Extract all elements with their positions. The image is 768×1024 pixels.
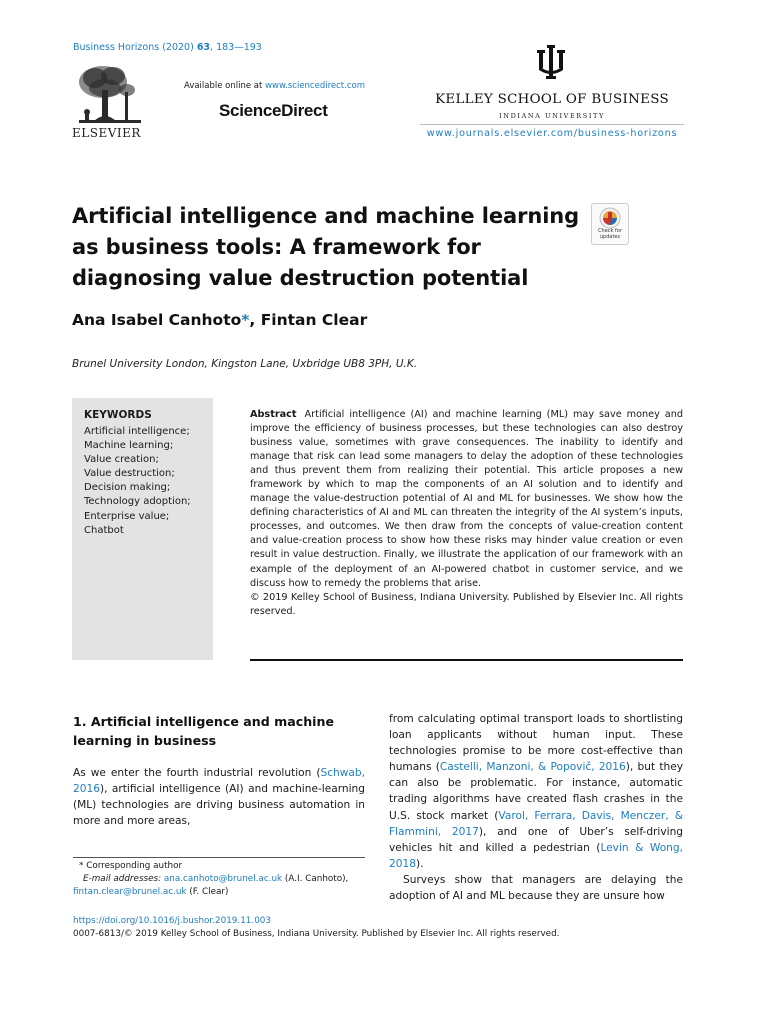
email-link[interactable]: fintan.clear@brunel.ac.uk: [73, 887, 187, 898]
sciencedirect-link[interactable]: www.sciencedirect.com: [265, 81, 365, 91]
check-for-updates-icon: [599, 207, 621, 229]
sciencedirect-logo[interactable]: ScienceDirect: [219, 101, 328, 120]
keyword-item: Enterprise value;: [84, 510, 170, 522]
abstract-copyright: © 2019 Kelley School of Business, Indiana University. Published by Elsevier Inc. All rights reserved.: [250, 591, 683, 617]
keyword-item: Value destruction;: [84, 468, 175, 480]
keyword-item: Chatbot: [84, 524, 124, 536]
doi-link[interactable]: https://doi.org/10.1016/j.bushor.2019.11.003: [73, 916, 271, 926]
footnote: * Corresponding author E-mail addresses: ana.canhoto@brunel.ac.uk (A.I. Canhoto), fintan.clear@brunel.ac.uk (F. Clear): [73, 861, 349, 898]
keyword-item: Technology adoption;: [84, 496, 191, 508]
article-title: Artificial intelligence and machine learning as business tools: A framework for diagnosing value destruction potential: [72, 204, 580, 290]
abstract-divider: [250, 659, 683, 661]
keywords-box: [72, 398, 213, 660]
paragraph: Surveys show that managers are delaying the adoption of AI and ML because they are unsure how: [389, 873, 683, 903]
available-online: Available online at www.sciencedirect.com: [184, 81, 365, 91]
section-heading: 1. Artificial intelligence and machine learning in business: [73, 714, 334, 748]
keywords-list: [84, 425, 191, 538]
elsevier-tree-logo: [73, 62, 147, 132]
author-1: Ana Isabel Canhoto: [72, 311, 242, 329]
journal-reference[interactable]: Business Horizons (2020) 63, 183—193: [73, 42, 262, 53]
journal-homepage-link[interactable]: www.journals.elsevier.com/business-horizons: [426, 128, 678, 139]
indiana-university-name: INDIANA UNIVERSITY: [499, 112, 605, 120]
keywords-title: KEYWORDS: [84, 409, 152, 421]
kelley-school-name: KELLEY SCHOOL OF BUSINESS: [435, 92, 669, 107]
abstract: [250, 408, 683, 619]
citation-link[interactable]: Levin & Wong, 2018: [389, 841, 683, 870]
keyword-item: Decision making;: [84, 482, 171, 494]
footer-copyright: 0007-6813/© 2019 Kelley School of Business, Indiana University. Published by Elsevier Inc. All rights reserved.: [73, 929, 560, 939]
keyword-item: Machine learning;: [84, 440, 174, 452]
body-column-right: [389, 711, 683, 904]
citation-link[interactable]: Castelli, Manzoni, & Popovič, 2016: [439, 761, 626, 774]
citation-link[interactable]: Varol, Ferrara, Davis, Menczer, & Flammini, 2017: [389, 809, 683, 838]
footnote-divider: [73, 857, 365, 858]
affiliation: Brunel University London, Kingston Lane, Uxbridge UB8 3PH, U.K.: [72, 358, 418, 370]
keyword-item: Artificial intelligence;: [84, 426, 190, 437]
paragraph: from calculating optimal transport loads to shortlisting loan applicants without human input. These technologies promise to be more cost-effective than humans (Castelli, Manzoni, & Popovič, 2016), but they can also be problematic. For instance, automatic trading algorithms have created flash crashes in the U.S. stock market (Varol, Ferrara, Davis, Menczer, & Flammini, 2017), and one of Uber’s self-driving vehicles hit and killed a pedestrian (Levin & Wong, 2018).: [389, 713, 684, 870]
email-link[interactable]: ana.canhoto@brunel.ac.uk: [163, 874, 283, 885]
corresponding-author-mark[interactable]: *: [241, 311, 250, 329]
header-divider: [420, 124, 684, 125]
authors: Ana Isabel Canhoto*, Fintan Clear: [72, 311, 368, 329]
elsevier-wordmark: ELSEVIER: [72, 126, 141, 140]
abstract-text: Artificial intelligence (AI) and machine learning (ML) may save money and improve the efficiency of business processes, but these technologies can also destroy business value, sometimes with grave consequences. The inability to identify and manage that risk can lead some managers to delay the adoption of these technologies and thus prevent them from realizing their potential. This article proposes a new framework by which to map the components of an AI solution and to identify and manage the value-destruction potential of AI and ML for businesses. We show how the defining characteristics of AI and ML can threaten the integrity of the AI system’s inputs, processes, and outcomes. We then draw from the concepts of value-creation content and value-creation process to show how these risks may hinder value creation or even result in value destruction. Finally, we illustrate the application of our framework with an example of the deployment of an AI-powered chatbot in customer service, and we discuss how to remedy the problems that arise.: [250, 409, 683, 589]
citation-link[interactable]: Schwab, 2016: [73, 767, 365, 796]
keyword-item: Value creation;: [84, 454, 159, 466]
iu-trident-icon: [537, 44, 565, 80]
abstract-label: Abstract: [250, 409, 297, 420]
check-for-updates-badge[interactable]: Check for updates: [591, 203, 629, 245]
author-2: Fintan Clear: [260, 311, 368, 329]
body-column-left: As we enter the fourth industrial revolution (Schwab, 2016), artificial intelligence (AI) and machine-learning (ML) technologies are driving business automation in more and more areas,: [73, 767, 365, 828]
